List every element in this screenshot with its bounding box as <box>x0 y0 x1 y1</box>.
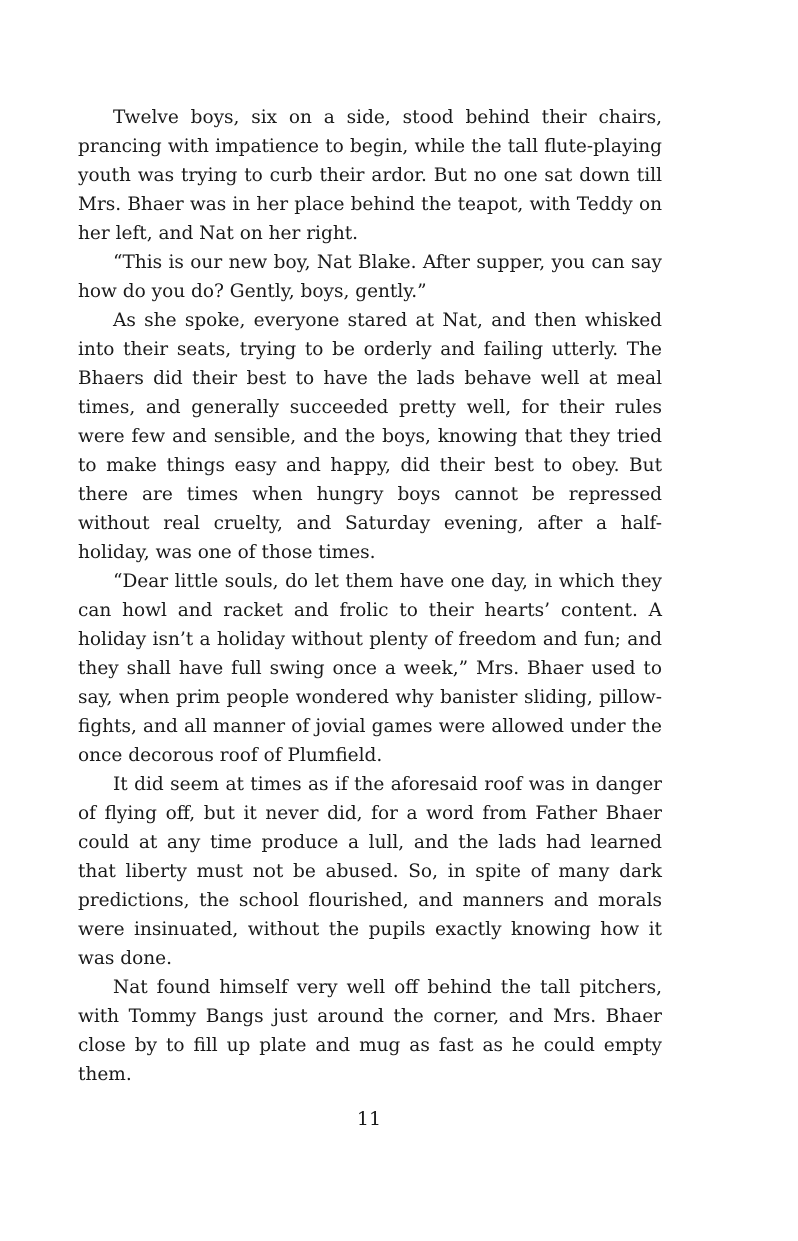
paragraph: Twelve boys, six on a side, stood behind their chairs, prancing with impatience to begin, while the tall flute-playing youth was trying to curb their ardor. But no one sat down till Mrs. Bhaer was in her place behind the teapot, with Teddy on her left, and Nat on her right. <box>78 107 662 244</box>
paragraph: It did seem at times as if the aforesaid roof was in danger of flying off, but it never did, for a word from Father Bhaer could at any time produce a lull, and the lads had learned that liberty must not be abused. So, in spite of many dark predictions, the school flourished, and manners and morals were insinuated, without the pupils exactly knowing how it was done. <box>78 774 662 969</box>
body-text <box>78 103 662 1089</box>
paragraph: “Dear little souls, do let them have one day, in which they can howl and racket and frolic to their hearts’ content. A holiday isn’t a holiday without plenty of freedom and fun; and they shall have full swing once a week,” Mrs. Bhaer used to say, when prim people wondered why banister sliding, pillow-fights, and all manner of jovial games were allowed under the once decorous roof of Plumfield. <box>78 571 662 766</box>
page-number: 11 <box>356 1108 382 1130</box>
paragraph: “This is our new boy, Nat Blake. After supper, you can say how do you do? Gently, boys, gently.” <box>78 252 662 302</box>
paragraph: As she spoke, everyone stared at Nat, and then whisked into their seats, trying to be orderly and failing utterly. The Bhaers did their best to have the lads behave well at meal times, and generally succeeded pretty well, for their rules were few and sensible, and the boys, knowing that they tried to make things easy and happy, did their best to obey. But there are times when hungry boys cannot be repressed without real cruelty, and Saturday evening, after a half-holiday, was one of those times. <box>78 310 662 563</box>
paragraph: Nat found himself very well off behind the tall pitchers, with Tommy Bangs just around the corner, and Mrs. Bhaer close by to fill up plate and mug as fast as he could empty them. <box>78 977 662 1085</box>
